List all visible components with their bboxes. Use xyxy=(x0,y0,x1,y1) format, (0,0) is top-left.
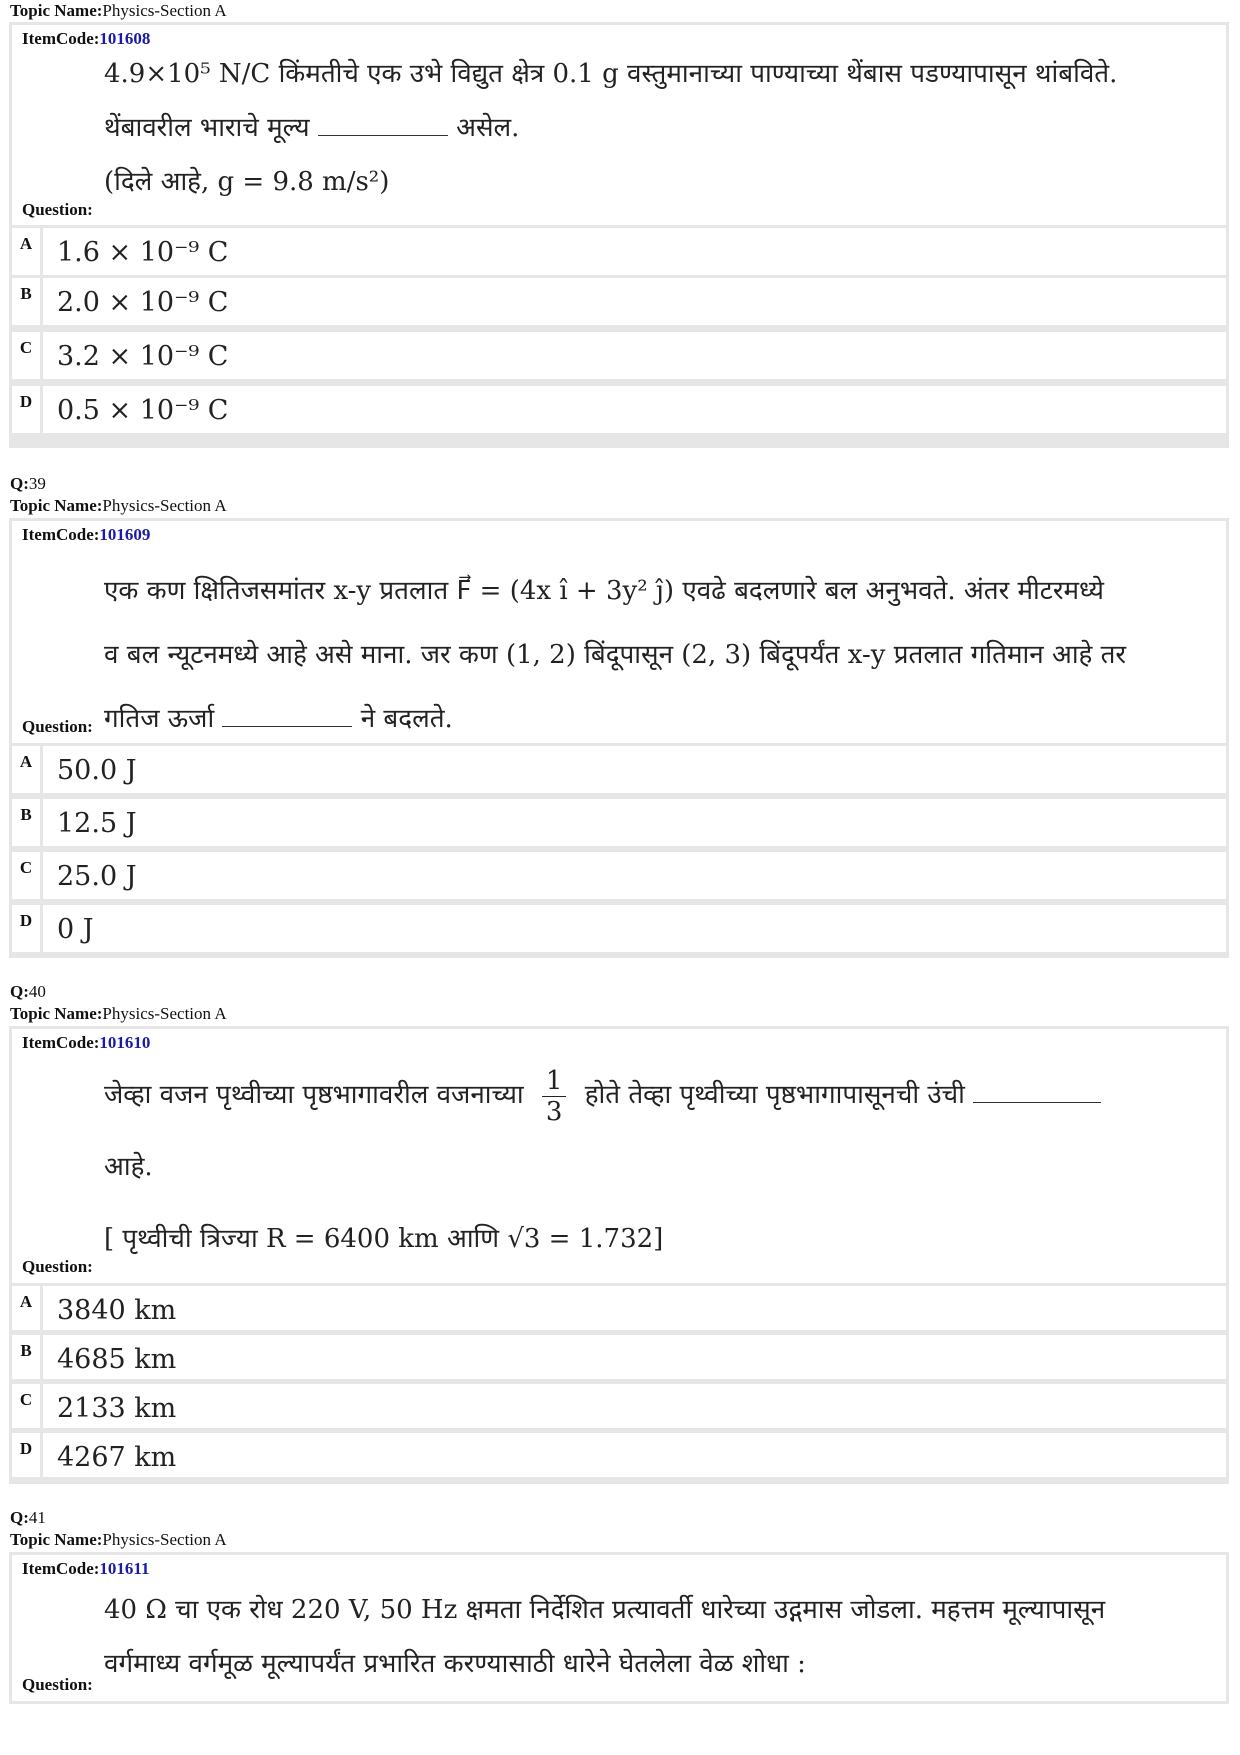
question-box xyxy=(12,1555,1226,1701)
item-code: ItemCode:101610 xyxy=(22,1033,151,1052)
topic-line: Topic Name:Physics-Section A xyxy=(10,496,227,515)
topic-line: Topic Name:Physics-Section A xyxy=(10,1530,227,1549)
option-a[interactable]: A 3840 km xyxy=(12,1286,1226,1330)
question-label: Question: xyxy=(22,200,93,219)
option-a[interactable]: A 50.0 J xyxy=(12,746,1226,793)
option-d[interactable]: D 0.5 × 10⁻⁹ C xyxy=(12,386,1226,433)
item-code: ItemCode:101608 xyxy=(22,29,151,48)
question-label: Question: xyxy=(22,1675,93,1694)
option-d[interactable]: D 0 J xyxy=(12,905,1226,952)
option-c[interactable]: C 25.0 J xyxy=(12,852,1226,899)
option-c[interactable]: C 3.2 × 10⁻⁹ C xyxy=(12,332,1226,379)
question-number: Q:39 xyxy=(10,474,46,493)
option-b[interactable]: B 12.5 J xyxy=(12,799,1226,846)
question-number: Q:40 xyxy=(10,982,46,1001)
question-number: Q:41 xyxy=(10,1508,46,1527)
question-card xyxy=(9,22,1229,448)
question-label: Question: xyxy=(22,1257,93,1276)
question-box xyxy=(12,25,1226,225)
option-d[interactable]: D 4267 km xyxy=(12,1433,1226,1477)
question-text: एक कण क्षितिजसमांतर x-y प्रतलात F⃗ = (4x î + 3y² ĵ) एवढे बदलणारे बल अनुभवते. अंतर मीटरमध्ये व बल न्यूटनमध्ये आहे असे माना. जर कण (1, 2) बिंदूपासून (2, 3) बिंदूपर्यंत x-y प्रतलात गतिमान आहे तर गतिज ऊर्जा ने बदलते. xyxy=(104,576,1127,734)
question-box xyxy=(12,521,1226,743)
topic-line: Topic Name:Physics-Section A xyxy=(10,1,227,20)
item-code: ItemCode:101609 xyxy=(22,525,151,544)
question-card xyxy=(9,518,1229,958)
question-box xyxy=(12,1029,1226,1283)
question-card xyxy=(9,1026,1229,1484)
question-card xyxy=(9,1552,1229,1704)
option-b[interactable]: B 2.0 × 10⁻⁹ C xyxy=(12,278,1226,325)
question-text: जेव्हा वजन पृथ्वीच्या पृष्ठभागावरील वजनाच्या $\frac{1}{3}$ होते तेव्हा पृथ्वीच्या पृष्ठभागापासूनची उंची आहे. [ पृथ्वीची त्रिज्या R = 6400 km आणि √3 = 1.732] xyxy=(104,1059,1212,1275)
question-text: 40 Ω चा एक रोध 220 V, 50 Hz क्षमता निर्देशित प्रत्यावर्ती धारेच्या उद्गमास जोडला. महत्तम मूल्यापासून वर्गमाध्य वर्गमूळ मूल्यापर्यंत प्रभारित करण्यासाठी धारेने घेतलेला वेळ शोधा : xyxy=(104,1595,1106,1679)
option-c[interactable]: C 2133 km xyxy=(12,1384,1226,1428)
question-text: 4.9×10⁵ N/C किंमतीचे एक उभे विद्युत क्षेत्र 0.1 g वस्तुमानाच्या पाण्याच्या थेंबास पडण्यापासून थांबविते. थेंबावरील भाराचे मूल्य असेल. (दिले आहे, g = 9.8 m/s²) xyxy=(104,59,1118,197)
option-a[interactable]: A 1.6 × 10⁻⁹ C xyxy=(12,228,1226,275)
item-code: ItemCode:101611 xyxy=(22,1559,150,1578)
option-b[interactable]: B 4685 km xyxy=(12,1335,1226,1379)
question-label: Question: xyxy=(22,717,93,736)
topic-line: Topic Name:Physics-Section A xyxy=(10,1004,227,1023)
